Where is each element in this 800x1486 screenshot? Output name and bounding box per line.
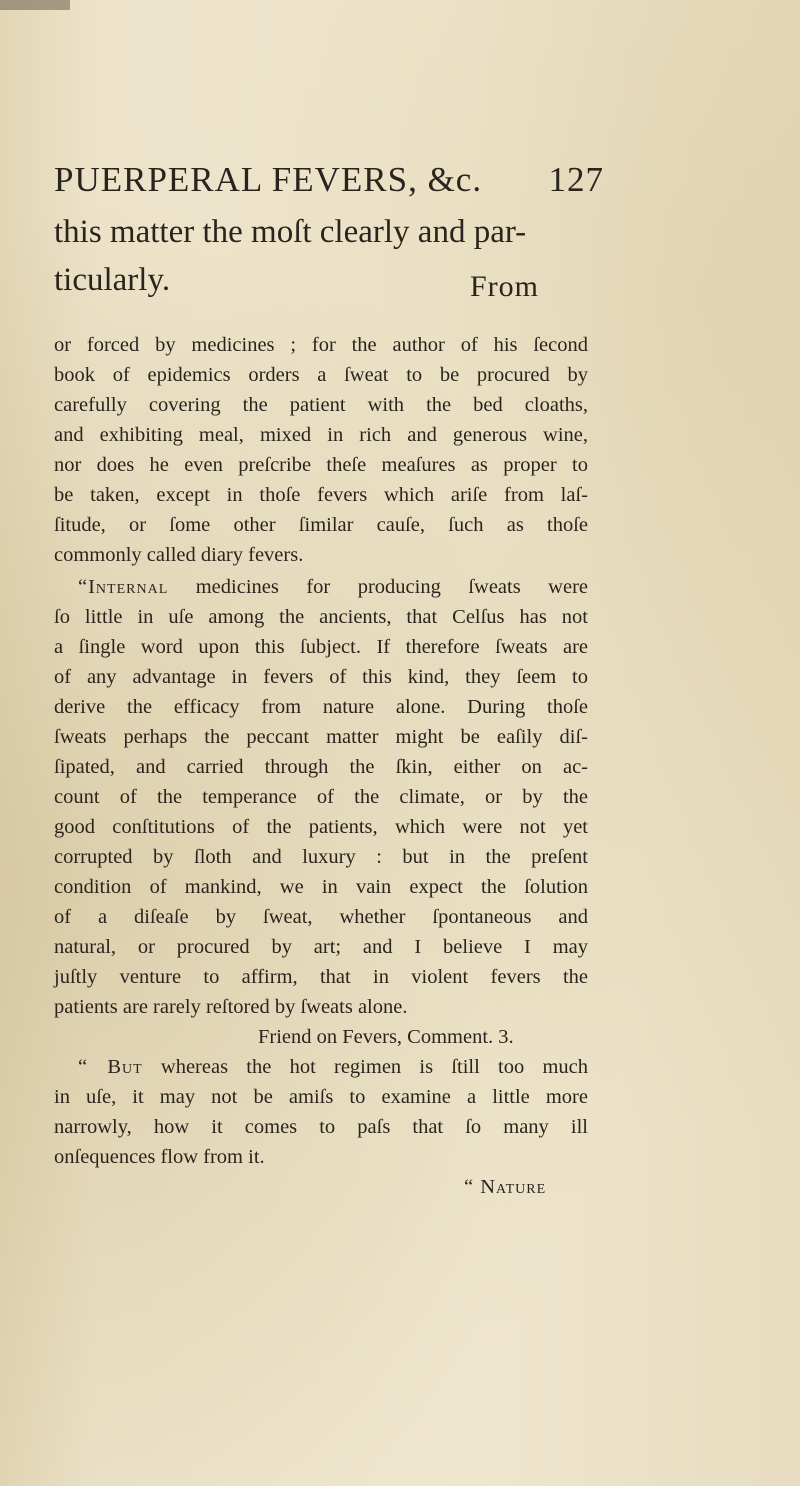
paragraph-2-line: ſo little in uſe among the ancients, that Celſus has not: [54, 606, 588, 628]
catchword-from: From: [470, 270, 540, 303]
paragraph-3-first-line-text: whereas the hot regimen is ſtill too much: [160, 1056, 588, 1078]
paragraph-1-line: or forced by medicines ; for the author of his ſecond: [54, 334, 588, 356]
paragraph-2-line: corrupted by ſloth and luxury : but in the preſent: [54, 846, 588, 868]
paragraph-1-line: be taken, except in thoſe fevers which ariſe from laſ-: [54, 484, 588, 506]
paragraph-1-line: commonly called diary fevers.: [54, 544, 304, 566]
paragraph-2-line: natural, or procured by art; and I believe I may: [54, 936, 588, 958]
paragraph-2-first-line-text: medicines for producing ſweats were: [195, 576, 588, 598]
paragraph-2-line: of any advantage in fevers of this kind, they ſeem to: [54, 666, 588, 688]
paragraph-1-line: ſitude, or ſome other ſimilar cauſe, ſuch as thoſe: [54, 514, 588, 536]
paragraph-1-line: and exhibiting meal, mixed in rich and generous wine,: [54, 424, 588, 446]
paragraph-3-first-line: [78, 1052, 588, 1082]
paragraph-3-line: in uſe, it may not be amiſs to examine a little more: [54, 1086, 588, 1108]
paragraph-2-line: patients are rarely reſtored by ſweats alone.: [54, 996, 408, 1018]
paragraph-1-line: book of epidemics orders a ſweat to be procured by: [54, 364, 588, 386]
paragraph-2-line: ſipated, and carried through the ſkin, either on ac-: [54, 756, 588, 778]
paragraph-2-line: derive the efficacy from nature alone. During thoſe: [54, 696, 588, 718]
intro-line-2: ticularly.: [54, 262, 171, 298]
paragraph-1-line: carefully covering the patient with the bed cloaths,: [54, 394, 588, 416]
intro-line-1: this matter the moſt clearly and par-: [54, 214, 527, 250]
paragraph-3-line: onſequences flow from it.: [54, 1146, 265, 1168]
paragraph-2-first-line: [78, 572, 588, 602]
running-head: [54, 160, 604, 204]
lead-word: “ But: [78, 1056, 143, 1078]
paragraph-2-line: condition of mankind, we in vain expect the ſolution: [54, 876, 588, 898]
paragraph-2-line: count of the temperance of the climate, or by the: [54, 786, 588, 808]
paragraph-1-line: nor does he even preſcribe theſe meaſures as proper to: [54, 454, 588, 476]
catchword-nature: “ Nature: [464, 1176, 547, 1198]
citation: Friend on Fevers, Comment. 3.: [258, 1026, 514, 1048]
edge-smudge: [0, 0, 70, 10]
paragraph-2-line: good conſtitutions of the patients, which were not yet: [54, 816, 588, 838]
paragraph-2-line: a ſingle word upon this ſubject. If therefore ſweats are: [54, 636, 588, 658]
paragraph-2-line: juſtly venture to affirm, that in violent fevers the: [54, 966, 588, 988]
lead-word: “Internal: [78, 576, 169, 598]
running-head-title: PUERPERAL FEVERS, &c.: [54, 160, 483, 199]
paragraph-2-line: ſweats perhaps the peccant matter might be eaſily diſ-: [54, 726, 588, 748]
page-number: 127: [548, 160, 604, 199]
paragraph-3-line: narrowly, how it comes to paſs that ſo many ill: [54, 1116, 588, 1138]
paragraph-2-line: of a diſeaſe by ſweat, whether ſpontaneous and: [54, 906, 588, 928]
